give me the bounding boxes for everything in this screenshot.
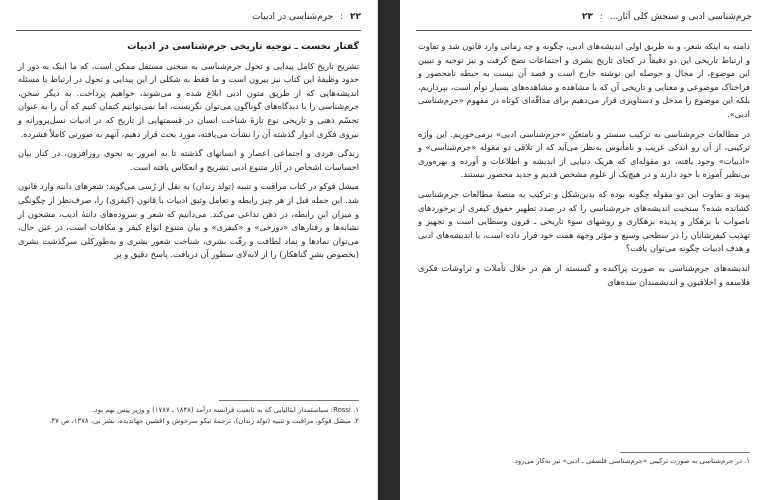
section-heading: گفتار نخست ـ توجیه تاریخی جرم‌شناسی در ادبیات — [127, 41, 359, 52]
left-footnotes — [18, 405, 359, 427]
header-rule — [16, 30, 361, 31]
left-page-number: ۲۲ — [350, 12, 361, 22]
footnote: ۱. در جرم‌شناسی به صورت ترکیبی «جرم‌شناسی فلسفی ـ ادبی» نیز به‌کار می‌رود. — [512, 457, 750, 465]
paragraph: پیوند و تفاوت این دو مقوله چگونه بوده که بدین‌شکل و ترکیب به منصهٔ مطالعات جرم‌شناسی کشانده شده؟ سنخیت اندیشه‌های جرم‌شناسی را که در صدد تطهیر حقوق کیفری از برخوردهای ناصواب با بزهکار و پدیده بزهکاری و روشهای سوء تاریخی ـ قرون وسطایی است و تجهیز و تهذیب کیفرشانان را در سطحی وسیع و مؤثر وجهه همت خود قرار داده است، با اندیشه‌های ادبی و هدف ادبیات چگونه می‌توان یافت؟ — [418, 188, 750, 254]
header-separator: : — [340, 12, 344, 22]
left-page-header — [16, 12, 361, 28]
footnote-rule — [219, 400, 359, 401]
right-page-number: ۲۳ — [581, 12, 593, 22]
footnote: ۲. میشل فوکو، مراقبت و تنبیه (تولد زندان)، ترجمهٔ نیکو سرخوش و افشین جهاندیده، نشر نی، ۱۳۷۸، ص ۴۷. — [49, 417, 359, 425]
paragraph: میشل فوکو در کتاب مراقبت و تنبیه (تولد زندان) به نقل از رُسی می‌گوید: شعرهای دانته وارد قانون شد. این جمله قبل از هر چیز رابطه و تعامل وثیق ادبیات با قانون (کیفری) را، صرف‌نظر از چگونگی و میزان این رابطه، در ذهن تداعی می‌کند. می‌دانیم که شعر و سروده‌های دانتهٔ ادیب، مشحون از نشانه‌ها و رفتارهای «دوزخی» و «کیفری» و بیان متنوع انواع کیفر و مکافات است، در عین حال، می‌توان نمادها و نماد لطافت و رقّت بشری، شناخت شعور بشری و به‌طورکلی سرگذشت بشری (بخصوص بشرِ گناهکار) را از لابه‌لای سطور آن دریافت. پاسخ دقیق و پر — [18, 181, 359, 260]
header-rule — [416, 30, 752, 31]
right-body — [418, 40, 750, 289]
footnote: ۱. Rossi: سیاستمدار ایتالیایی که به تابعیت فرانسه درآمد (۱۸۴۸ ـ ۱۷۸۷) و وزیر پیس نهم بود. — [92, 406, 359, 414]
footnote-rule — [620, 452, 750, 453]
paragraph: زندگی فردی و اجتماعی اعصار و انسانهای گذشته تا به امروز به نحوی روزافزون، در کنار بیان احساسات اشخاص در آثار متنوع ادبی تشریح و انعکاس یافته است. — [18, 148, 359, 172]
left-body — [18, 40, 359, 262]
paragraph: در مطالعات جرم‌شناسی به ترکیب سستر و نامتعیّنِ «جرم‌شناسی ادبی» برمی‌خوریم. این واژه ترکیبی، از آن رو اندکی غریب و نامأنوس به‌نظر می‌آید که از تلاقی دو مقوله «جرم‌شناسی» و «ادبیات» وجود یافته، دو مقوله‌ای که هریک دنیایی از اندیشه و اطلاعات و آورده و بهره‌وری بی‌نظیر آموزه با خود دارند و در هیچ‌یک از علوم مشخص قدیم و جدید محصور نیستند. — [418, 128, 750, 180]
left-page — [0, 0, 378, 500]
paragraph: اندیشه‌های جرم‌شناسی به صورت پراکنده و گسسته از هم در خلال تأملات و تراوشات فکری فلاسفه و اخلاقیون و اندیشمندان سده‌های — [418, 262, 750, 287]
right-page — [400, 0, 768, 500]
right-page-header — [416, 12, 752, 28]
paragraph: دامنه به اینکه شعر، و به طریق اولی اندیشه‌های ادبی، چگونه و چه زمانی وارد قانون شد و تفاوت و ارتباط تاریخی این دو دقیقاً در کجای تاریخ بشری و اجتماعات نضج گرفت و نیز توجیه و تبیین این موضوع، از مجال و حوصله این نوشته خارج است و قصد آن نیست به حیطه نامحصور و فراخناک موضوعی و معنایی و تاریخی آن که با مشاهده و مشاهده‌های بسیار توأم است، بپردازیم، بلکه این موضوع را مدخل و دستاویزی قرار می‌دهیم برای مداقّه‌ای کوتاه در مفهوم «جرم‌شناسی ادبی». — [418, 41, 750, 119]
header-separator: : — [599, 12, 603, 22]
book-gutter — [378, 0, 400, 500]
right-footnotes — [418, 456, 750, 467]
left-running-title: جرم‌شناسی در ادبیات — [252, 12, 334, 22]
paragraph: تشریح تاریخ کامل پیدایی و تحول جرم‌شناسی به سخنی مستقل ممکن است، که ما اینک به دور از حدود وظیفهٔ این کتاب نیز بیرون است و ما فقط به شکلی از این پیدایی و تحول در ارتباط با مسئله اندیشه‌هایی که از طریق متون ادبی ابلاغ شده و می‌شوند، خواهیم پرداخت. به دیگر سخن، جرم‌شناسی را با دیدگاه‌های گوناگون می‌توان نگریست، اما نمی‌توانیم کتمان کنیم که آن را به عنوان تجسّم ذهنی و تاریخی نوع تازهٔ شناخت انسان در قسمتهایی از تاریخ که در ادبیات نسل‌پرورانه و نیروی فکری ادوار گذشته آن را نشأت می‌یافته، مورد بحث قرار دهیم، آنهم به صورتی کاملاً فشرده. — [18, 60, 359, 139]
right-running-title: جرم‌شناسی ادبی و سنجش کلی آثار... — [609, 12, 752, 22]
